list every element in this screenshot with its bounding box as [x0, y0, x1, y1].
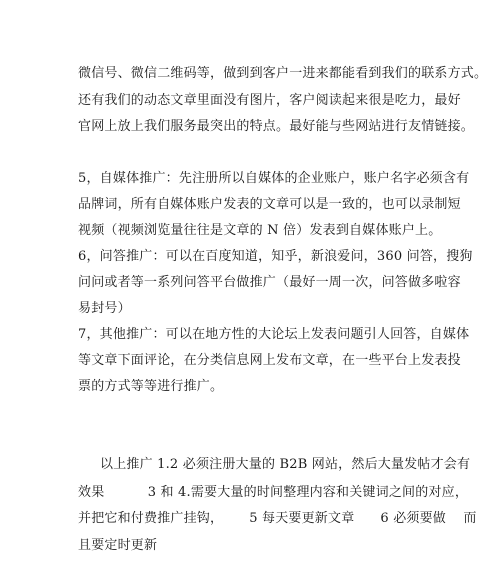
text-line: 6，问答推广：可以在百度知道，知乎，新浪爱问，360 问答，搜狗 [78, 249, 473, 264]
text-line: 微信号、微信二维码等，做到到客户一进来都能看到我们的联系方式。 [78, 66, 488, 81]
text-line: 以上推广 1.2 必须注册大量的 B2B 网站，然后大量发帖才会有 [100, 457, 471, 472]
text-line: 视频（视频浏览量往往是文章的 N 倍）发表到自媒体账户上。 [78, 223, 442, 238]
text-line: 票的方式等等进行推广。 [78, 379, 224, 394]
text-line: 5，自媒体推广：先注册所以自媒体的企业账户，账户名字必须含有 [78, 171, 470, 186]
text-line: 品牌词，所有自媒体账户发表的文章可以是一致的，也可以录制短 [78, 197, 461, 212]
text-line: 并把它和付费推广挂钩， 5 每天要更新文章 6 必须要做 而 [78, 511, 477, 526]
text-line: 还有我们的动态文章里面没有图片，客户阅读起来很是吃力，最好 [78, 93, 461, 108]
text-line: 易封号） [78, 301, 131, 316]
text-line: 效果 3 和 4.需要大量的时间整理内容和关键词之间的对应， [78, 485, 469, 500]
text-line: 等文章下面评论，在分类信息网上发布文章，在一些平台上发表投 [78, 353, 461, 368]
text-line: 7，其他推广：可以在地方性的大论坛上发表问题引人回答，自媒体 [78, 327, 470, 342]
text-line: 官网上放上我们服务最突出的特点。最好能与些网站进行友情链接。 [78, 119, 475, 134]
text-line: 问问或者等一系列问答平台做推广（最好一周一次，问答做多啦容 [78, 275, 461, 290]
text-line: 且要定时更新 [78, 538, 158, 553]
